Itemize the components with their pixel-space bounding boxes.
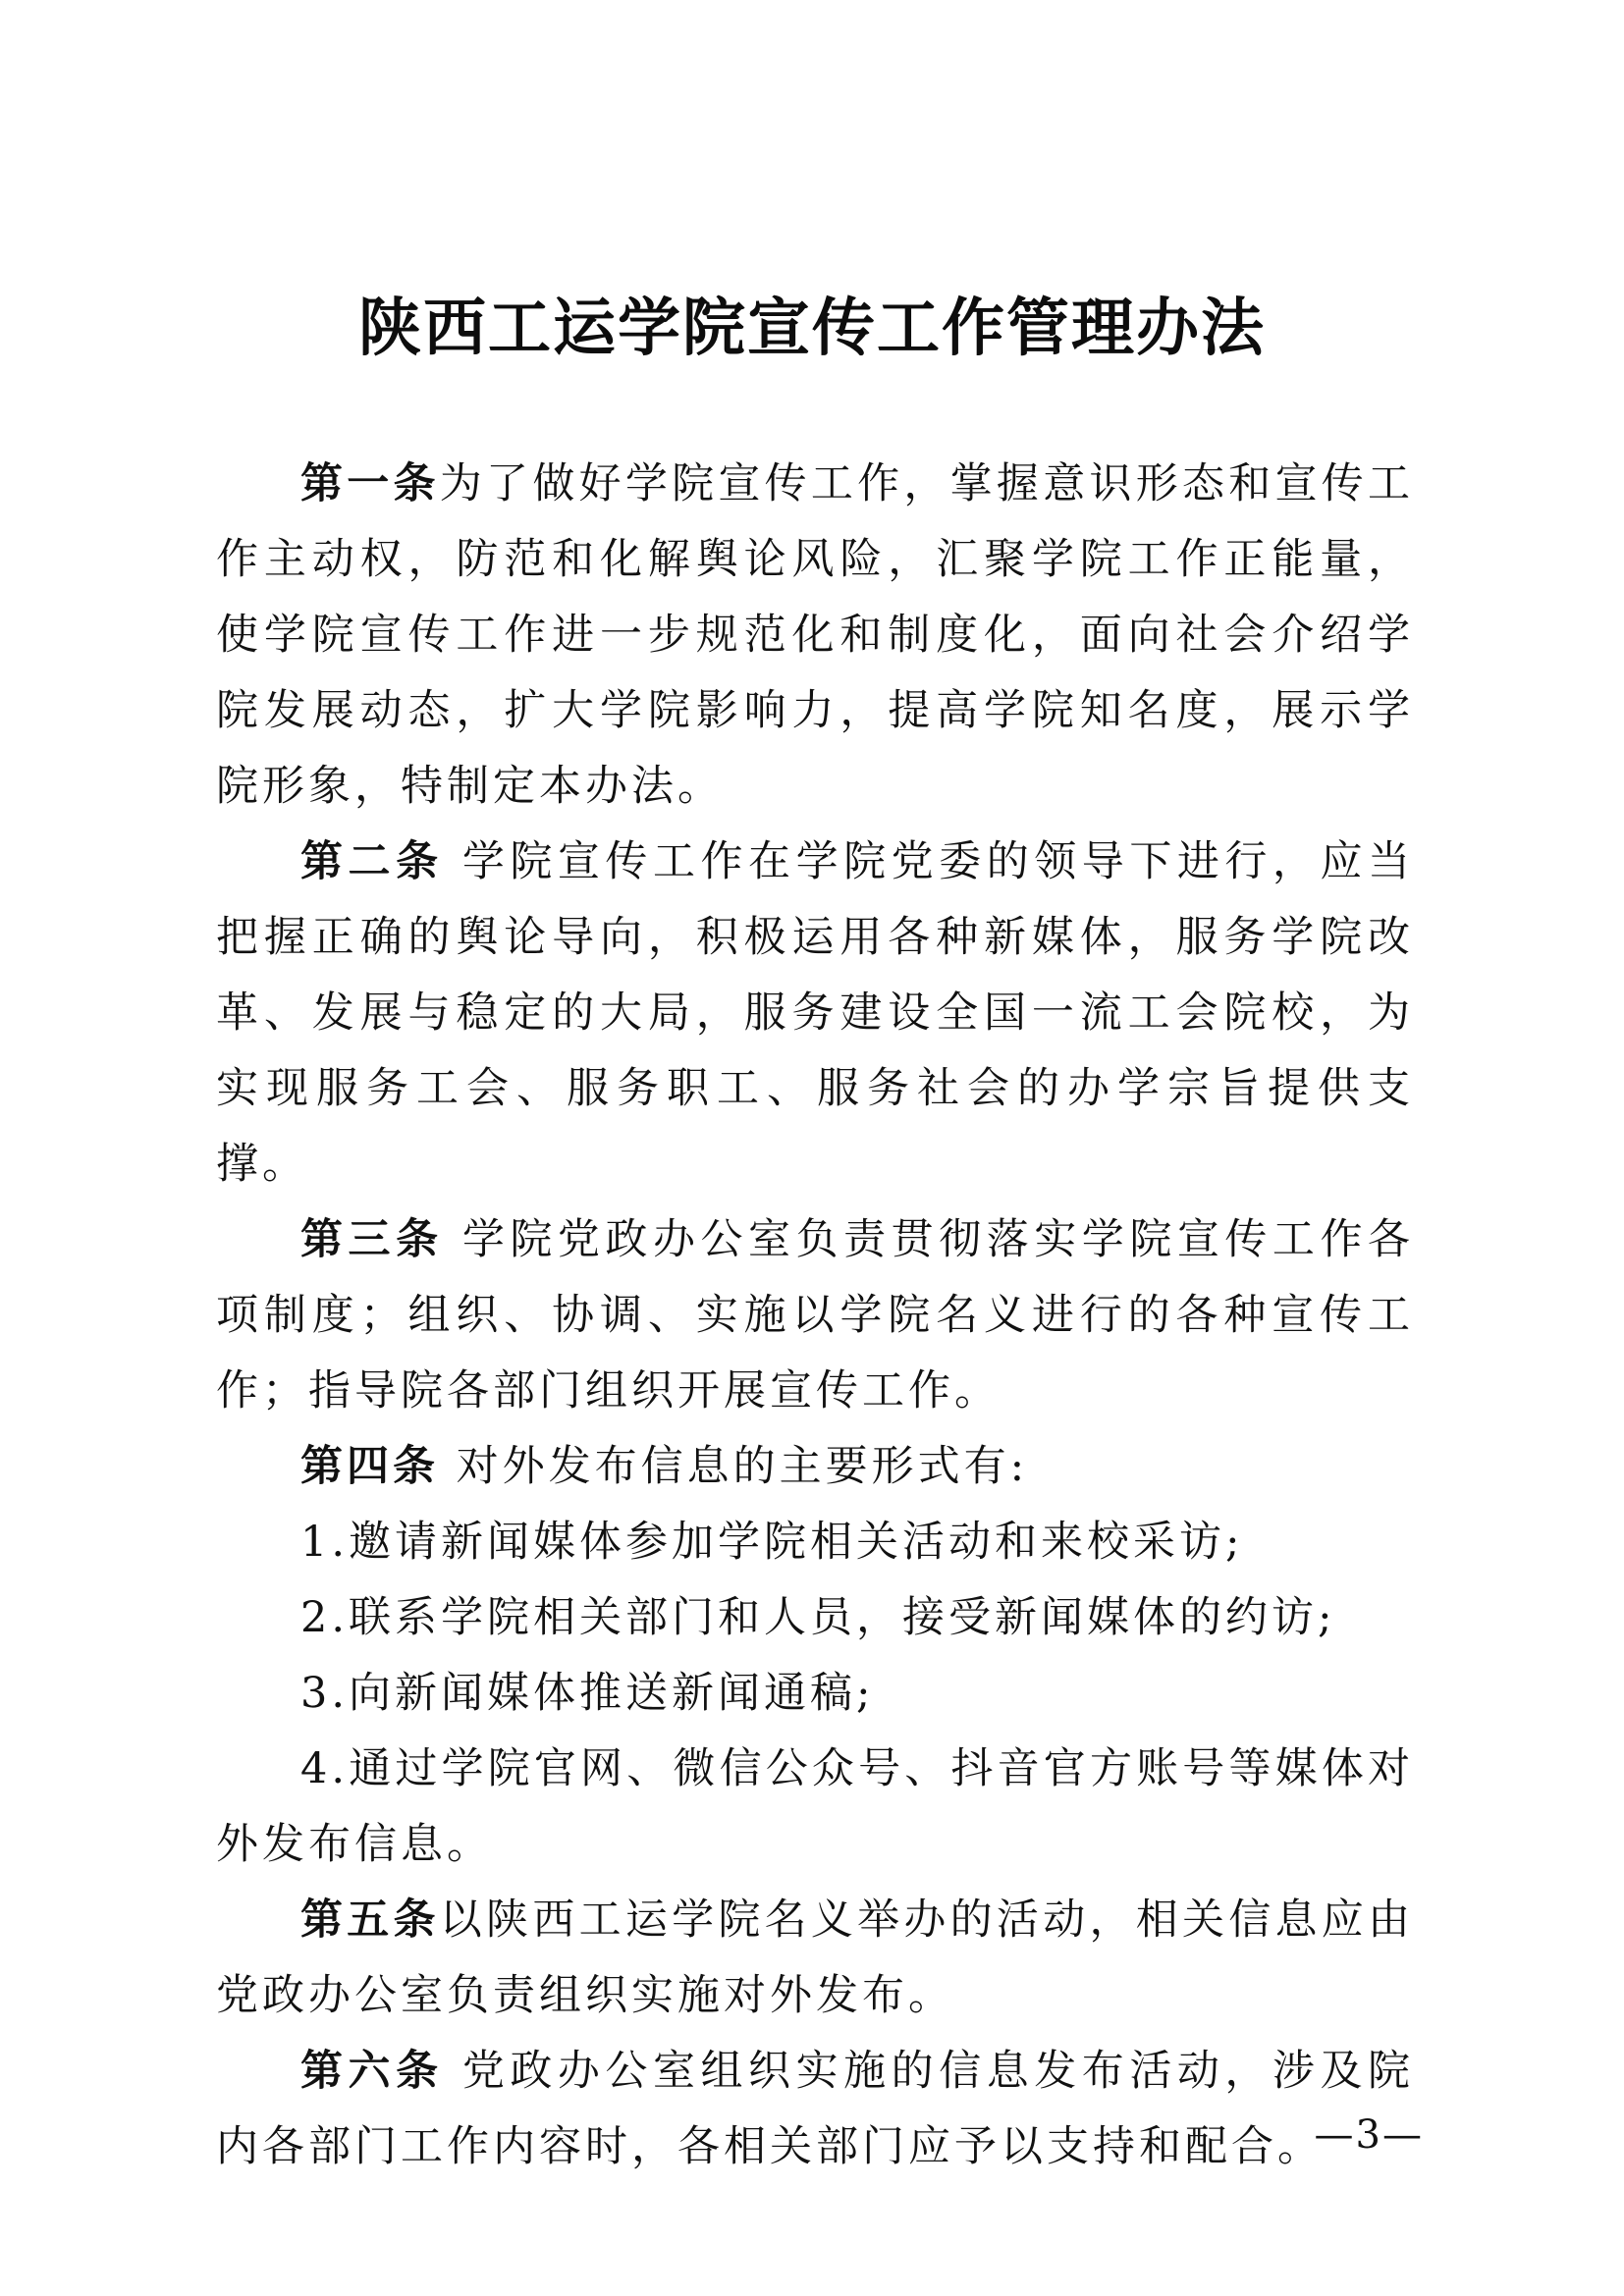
document-body [216,447,1414,2185]
document-title: 陕西工运学院宣传工作管理办法 [358,292,1266,365]
article-text: 学院宣传工作在学院党委的领导下进行，应当把握正确的舆论导向，积极运用各种新媒体，服务学院改革、发展与稳定的大局，服务建设全国一流工会院校，为实现服务工会、服务职工、服务社会的办学宗旨提供支撑。 [216,837,1414,1189]
page-number: —3— [1314,2112,1424,2158]
article-label: 第三条 [300,1215,444,1264]
article-text: 对外发布信息的主要形式有: [439,1442,1029,1491]
list-item: 3.向新闻媒体推送新闻通稿; [300,1669,875,1718]
article-text: 党政办公室组织实施的信息发布活动，涉及院内各部门工作内容时，各相关部门应予以支持和配合。 [216,2047,1414,2171]
article-1 [216,447,1414,825]
article-text: 学院党政办公室负责贯彻落实学院宣传工作各项制度；组织、协调、实施以学院名义进行的各种宣传工作；指导院各部门组织开展宣传工作。 [216,1215,1414,1415]
article-label: 第四条 [300,1442,439,1491]
article-text: 为了做好学院宣传工作，掌握意识形态和宣传工作主动权，防范和化解舆论风险，汇聚学院工作正能量，使学院宣传工作进一步规范化和制度化，面向社会介绍学院发展动态，扩大学院影响力，提高学院知名度，展示学院形象，特制定本办法。 [216,459,1415,811]
article-2 [216,825,1414,1202]
article-5 [216,1883,1414,2034]
list-item: 1.邀请新闻媒体参加学院相关活动和来校采访; [300,1518,1244,1567]
article-label: 第六条 [300,2047,444,2096]
article-label: 第五条 [300,1896,440,1945]
article-6 [216,2034,1414,2185]
list-item: 4.通过学院官网、微信公众号、抖音官方账号等媒体对外发布信息。 [216,1744,1414,1869]
article-label: 第一条 [300,459,440,508]
article-4 [216,1429,1414,1505]
article-label: 第二条 [300,837,444,886]
list-item: 2.联系学院相关部门和人员，接受新闻媒体的约访; [300,1593,1336,1642]
article-text: 以陕西工运学院名义举办的活动，相关信息应由党政办公室负责组织实施对外发布。 [216,1896,1415,2020]
article-3 [216,1202,1414,1429]
